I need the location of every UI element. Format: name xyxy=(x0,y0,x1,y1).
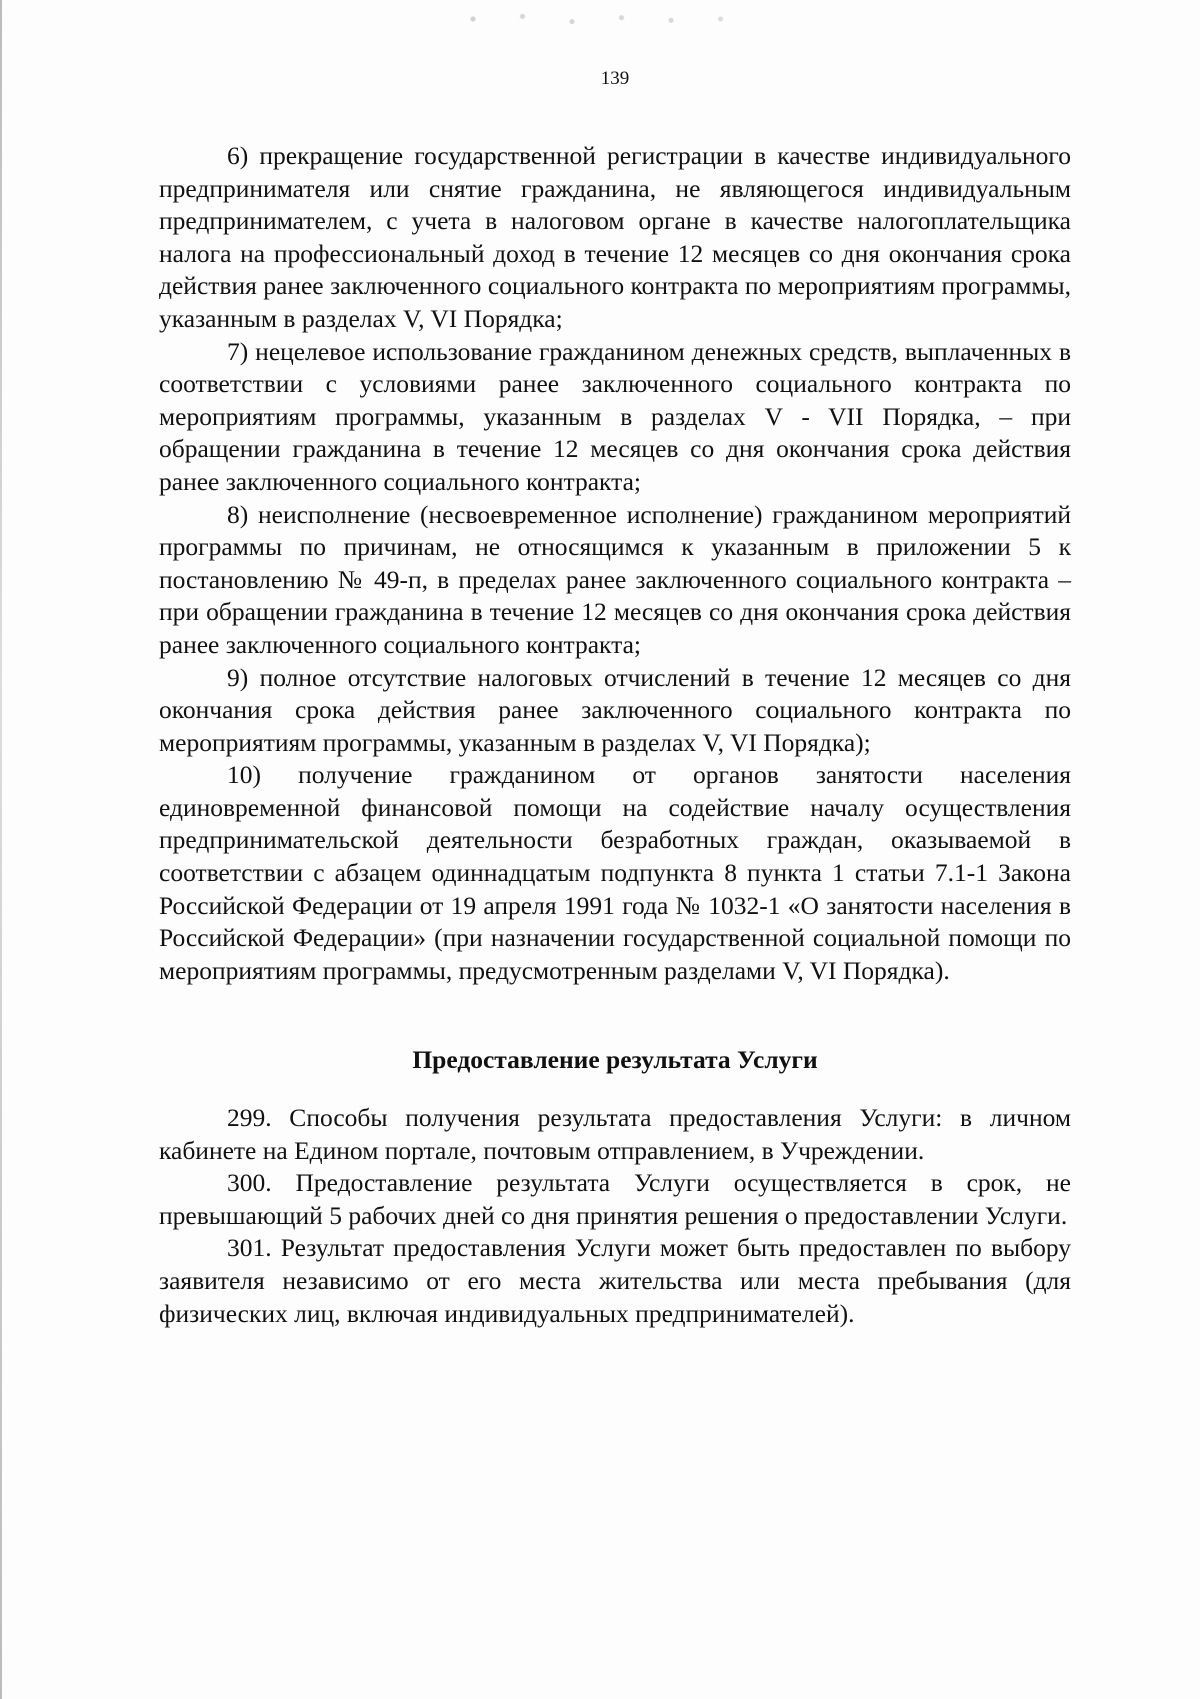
list-item-6: 6) прекращение государственной регистрации в качестве индивидуального предпринимателя или снятие гражданина, не являющегося индивидуальным предпринимателем, с учета в налоговом органе в качестве налогоплательщика налога на профессиональный доход в течение 12 месяцев со дня окончания срока действия ранее заключенного социального контракта по мероприятиям программы, указанным в разделах V, VI Порядка; xyxy=(159,141,1071,333)
scan-edge xyxy=(0,0,2,1699)
list-item-10: 10) получение гражданином от органов занятости населения единовременной финансовой помощи на содействие началу осуществления предпринимательской деятельности безработных граждан, оказываемой в соответствии с абзацем одиннадцатым подпункта 8 пункта 1 статьи 7.1-1 Закона Российской Федерации от 19 апреля 1991 года № 1032-1 «О занятости населения в Российской Федерации» (при назначении государственной социальной помощи по мероприятиям программы, предусмотренным разделами V, VI Порядка). xyxy=(159,760,1071,985)
list-item-7: 7) нецелевое использование гражданином денежных средств, выплаченных в соответствии с условиями ранее заключенного социального контракта по мероприятиям программы, указанным в разделах V - VII Порядка, – при обращении гражданина в течение 12 месяцев со дня окончания срока действия ранее заключенного социального контракта; xyxy=(159,336,1071,496)
document-body xyxy=(159,140,1071,1330)
page-number: 139 xyxy=(600,68,630,89)
paragraph-300: 300. Предоставление результата Услуги осуществляется в срок, не превышающий 5 рабочих дней со дня принятия решения о предоставлении Услуги. xyxy=(159,1168,1071,1230)
section-heading: Предоставление результата Услуги xyxy=(412,1045,818,1075)
paragraph-301: 301. Результат предоставления Услуги может быть предоставлен по выбору заявителя независимо от его места жительства или места пребывания (для физических лиц, включая индивидуальных предпринимателей). xyxy=(159,1233,1071,1328)
scan-artifact xyxy=(440,6,770,32)
paragraph-299: 299. Способы получения результата предоставления Услуги: в личном кабинете на Едином портале, почтовым отправлением, в Учреждении. xyxy=(159,1103,1071,1165)
list-item-8: 8) неисполнение (несвоевременное исполнение) гражданином мероприятий программы по причинам, не относящимся к указанным в приложении 5 к постановлению № 49-п, в пределах ранее заключенного социального контракта – при обращении гражданина в течение 12 месяцев со дня окончания срока действия ранее заключенного социального контракта; xyxy=(159,499,1071,659)
spacer xyxy=(159,1077,1071,1102)
list-item-9: 9) полное отсутствие налоговых отчислений в течение 12 месяцев со дня окончания срока действия ранее заключенного социального контракта по мероприятиям программы, указанным в разделах V, VI Порядка); xyxy=(159,662,1071,757)
spacer xyxy=(159,987,1071,1044)
